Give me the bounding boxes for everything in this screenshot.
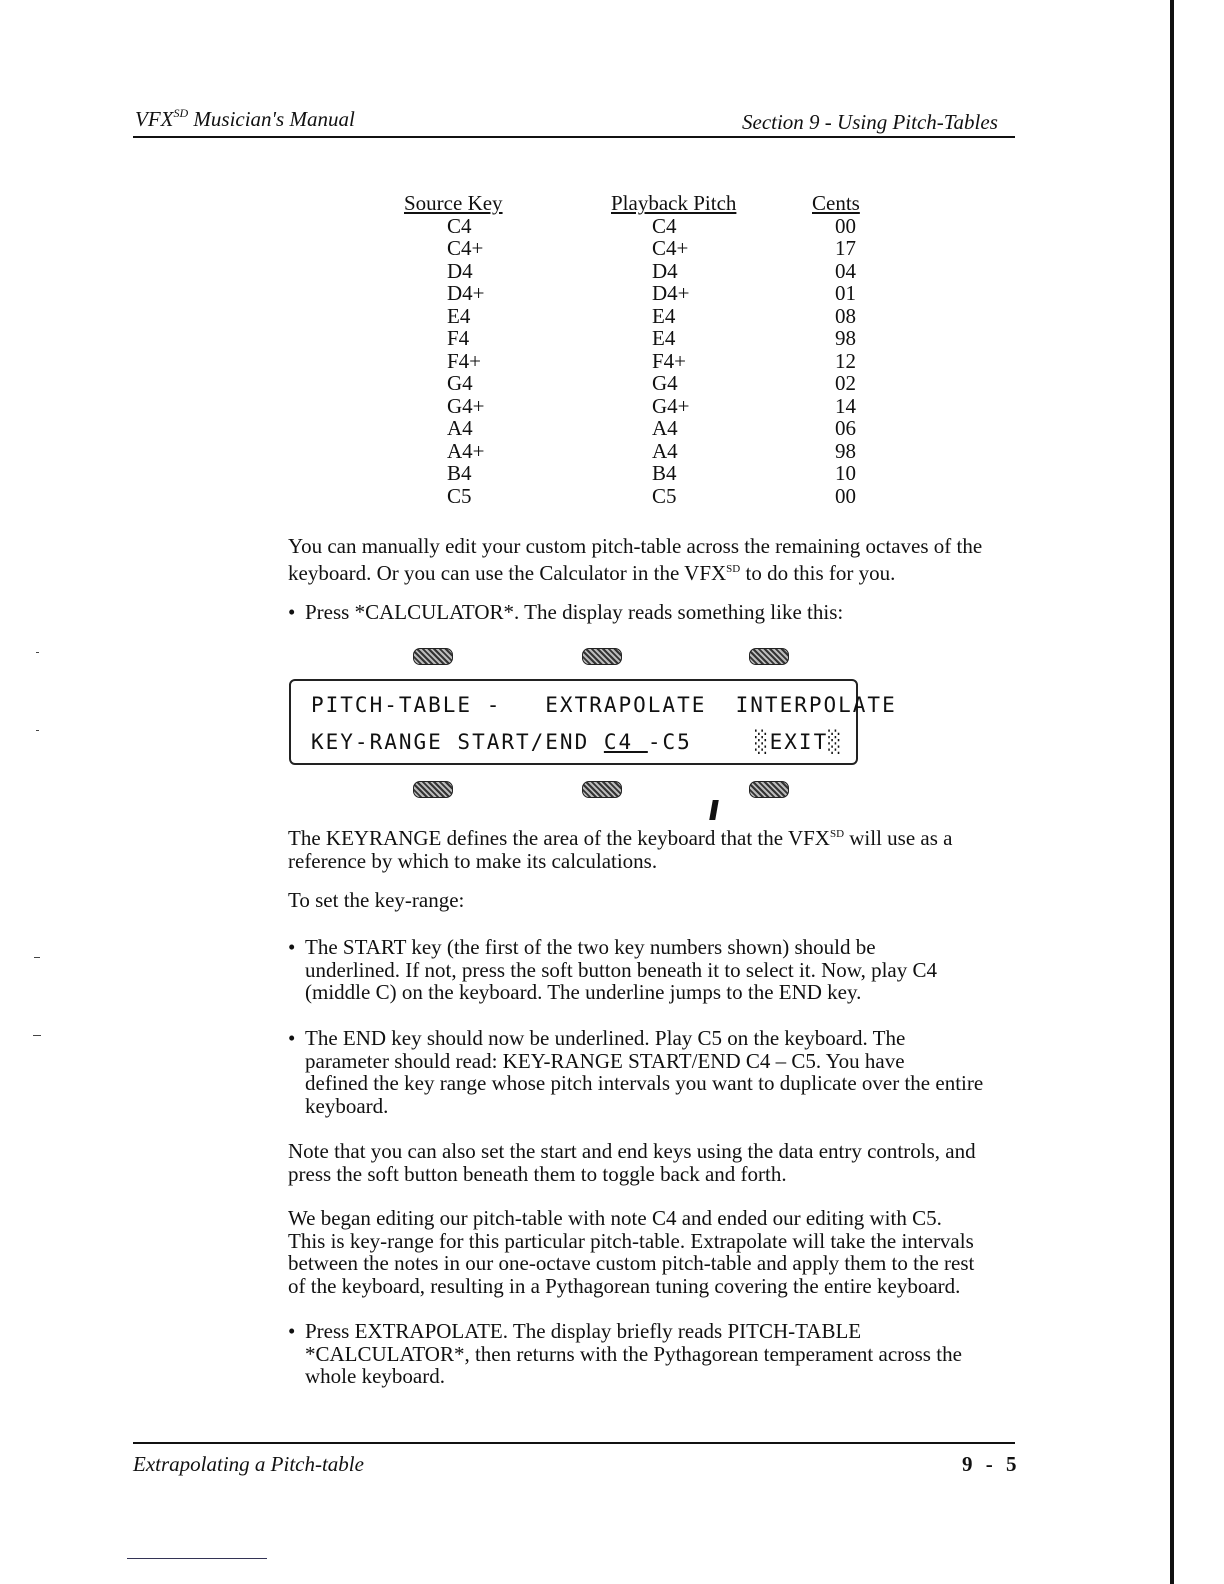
soft-button-top-1[interactable] bbox=[413, 648, 453, 665]
intro-paragraph bbox=[288, 535, 1018, 584]
cents-header: Cents bbox=[812, 191, 860, 215]
table-cell: 04 bbox=[835, 258, 856, 283]
table-cell: B4 bbox=[447, 461, 472, 485]
soft-button-bottom-3[interactable] bbox=[749, 781, 789, 798]
cursor-mark-icon bbox=[709, 800, 719, 820]
table-cell: G4+ bbox=[652, 393, 690, 418]
bullet-calculator bbox=[288, 601, 1018, 624]
lcd-exit-label: ░EXIT░ bbox=[755, 730, 843, 754]
text-line: Press EXTRAPOLATE. The display briefly reads PITCH-TABLE bbox=[305, 1319, 862, 1343]
scan-mark bbox=[33, 1035, 41, 1036]
cents-column bbox=[812, 192, 860, 507]
header-divider bbox=[133, 136, 1015, 138]
text-line: You can manually edit your custom pitch-table across the remaining octaves of the bbox=[288, 534, 983, 558]
table-cell: B4 bbox=[652, 461, 677, 485]
source-key-header: Source Key bbox=[404, 191, 503, 215]
table-cell: C5 bbox=[652, 483, 677, 508]
table-cell: 00 bbox=[835, 483, 856, 508]
text-line: press the soft button beneath them to toggle back and forth. bbox=[288, 1161, 787, 1186]
text-line: This is key-range for this particular pitch-table. Extrapolate will take the intervals bbox=[288, 1228, 974, 1253]
text-line: We began editing our pitch-table with note C4 and ended our editing with C5. bbox=[288, 1206, 942, 1230]
bullet-end bbox=[288, 1027, 1018, 1117]
table-cell: E4 bbox=[447, 303, 471, 328]
table-cell: 01 bbox=[835, 281, 856, 305]
soft-button-bottom-2[interactable] bbox=[582, 781, 622, 798]
footer-title: Extrapolating a Pitch-table bbox=[133, 1452, 364, 1476]
text-line: defined the key range whose pitch intervals you want to duplicate over the entire bbox=[305, 1071, 984, 1095]
text-line: Note that you can also set the start and end keys using the data entry controls, and bbox=[288, 1139, 976, 1163]
soft-button-bottom-1[interactable] bbox=[413, 781, 453, 798]
lcd-display bbox=[289, 679, 897, 765]
table-cell: D4 bbox=[447, 258, 473, 283]
manual-title: $VFX^{SD}$ Musician's Manual bbox=[135, 106, 355, 131]
page-edge-border bbox=[1170, 0, 1174, 1584]
table-cell: C4 bbox=[447, 213, 472, 238]
to-set-heading: To set the key-range: bbox=[288, 888, 465, 912]
table-cell: C4+ bbox=[652, 236, 689, 260]
table-cell: 10 bbox=[835, 461, 856, 485]
table-cell: C5 bbox=[447, 483, 472, 508]
text-line: keyboard. bbox=[305, 1093, 389, 1118]
table-cell: C4+ bbox=[447, 236, 484, 260]
section-title: Section 9 - Using Pitch-Tables bbox=[742, 110, 998, 134]
bullet-extrapolate bbox=[288, 1320, 1018, 1388]
table-cell: D4 bbox=[652, 258, 678, 283]
text-line: keyboard. Or you can use the Calculator in the $VFX^{SD}$ to do this for you. bbox=[288, 560, 896, 585]
footer-divider bbox=[133, 1442, 1015, 1444]
lcd-row-1: PITCH-TABLE - EXTRAPOLATE INTERPOLATE bbox=[311, 693, 897, 717]
table-cell: G4+ bbox=[447, 393, 485, 418]
table-cell: E4 bbox=[652, 303, 676, 328]
table-cell: D4+ bbox=[652, 281, 690, 305]
table-cell: 98 bbox=[835, 438, 856, 463]
table-cell: A4+ bbox=[447, 438, 485, 463]
scan-underline bbox=[127, 1558, 267, 1559]
soft-button-top-2[interactable] bbox=[582, 648, 622, 665]
table-cell: 08 bbox=[835, 303, 856, 328]
bullet-icon: • bbox=[288, 1319, 296, 1343]
text-line: The KEYRANGE defines the area of the keyboard that the $VFX^{SD}$ will use as a bbox=[288, 826, 953, 850]
table-cell: C4 bbox=[652, 213, 677, 238]
text-line: (middle C) on the keyboard. The underline jumps to the END key. bbox=[305, 980, 862, 1004]
bullet-icon: • bbox=[288, 935, 296, 959]
note-paragraph bbox=[288, 1140, 1018, 1185]
text-line: underlined. If not, press the soft button beneath it to select it. Now, play C4 bbox=[305, 957, 938, 982]
text-line: The START key (the first of the two key numbers shown) should be bbox=[305, 935, 876, 959]
text-line: of the keyboard, resulting in a Pythagorean tuning covering the entire keyboard. bbox=[288, 1273, 961, 1298]
bullet-icon: • bbox=[288, 600, 296, 624]
table-cell: G4 bbox=[652, 371, 678, 395]
table-cell: A4 bbox=[652, 416, 678, 440]
scan-mark bbox=[36, 730, 39, 731]
table-cell: 98 bbox=[835, 326, 856, 350]
text-line: whole keyboard. bbox=[305, 1364, 445, 1388]
table-cell: 00 bbox=[835, 213, 856, 238]
scan-mark bbox=[34, 957, 40, 958]
text-line: parameter should read: KEY-RANGE START/END C4 – C5. You have bbox=[305, 1048, 905, 1073]
scan-mark bbox=[36, 652, 39, 653]
text-line: reference by which to make its calculations. bbox=[288, 848, 658, 873]
table-cell: 02 bbox=[835, 371, 856, 395]
table-cell: A4 bbox=[447, 416, 473, 440]
text-line: between the notes in our one-octave custom pitch-table and apply them to the rest bbox=[288, 1251, 975, 1275]
table-cell: 17 bbox=[835, 236, 856, 260]
soft-button-top-3[interactable] bbox=[749, 648, 789, 665]
table-cell: F4+ bbox=[652, 348, 687, 373]
text-line: The END key should now be underlined. Play C5 on the keyboard. The bbox=[305, 1026, 906, 1050]
table-cell: 06 bbox=[835, 416, 856, 440]
began-paragraph bbox=[288, 1207, 1018, 1297]
keyrange-paragraph bbox=[288, 823, 1018, 872]
table-cell: A4 bbox=[652, 438, 678, 463]
table-cell: E4 bbox=[652, 326, 676, 350]
table-cell: G4 bbox=[447, 371, 473, 395]
start-key-value: C4 bbox=[603, 730, 648, 754]
table-cell: 12 bbox=[835, 348, 856, 373]
source-key-column bbox=[404, 192, 503, 507]
lcd-row-2: KEY-RANGE START/END C4 -C5 bbox=[311, 730, 692, 754]
playback-pitch-column bbox=[611, 192, 736, 507]
table-cell: D4+ bbox=[447, 281, 485, 305]
text-line: *CALCULATOR*, then returns with the Pythagorean temperament across the bbox=[305, 1341, 962, 1366]
bullet-start bbox=[288, 936, 1018, 1004]
table-cell: 14 bbox=[835, 393, 856, 418]
text-line: Press *CALCULATOR*. The display reads something like this: bbox=[305, 600, 844, 624]
bullet-icon: • bbox=[288, 1026, 296, 1050]
table-cell: F4+ bbox=[447, 348, 482, 373]
page-number: 9 - 5 bbox=[962, 1452, 1021, 1476]
table-cell: F4 bbox=[447, 326, 470, 350]
playback-pitch-header: Playback Pitch bbox=[611, 191, 737, 215]
